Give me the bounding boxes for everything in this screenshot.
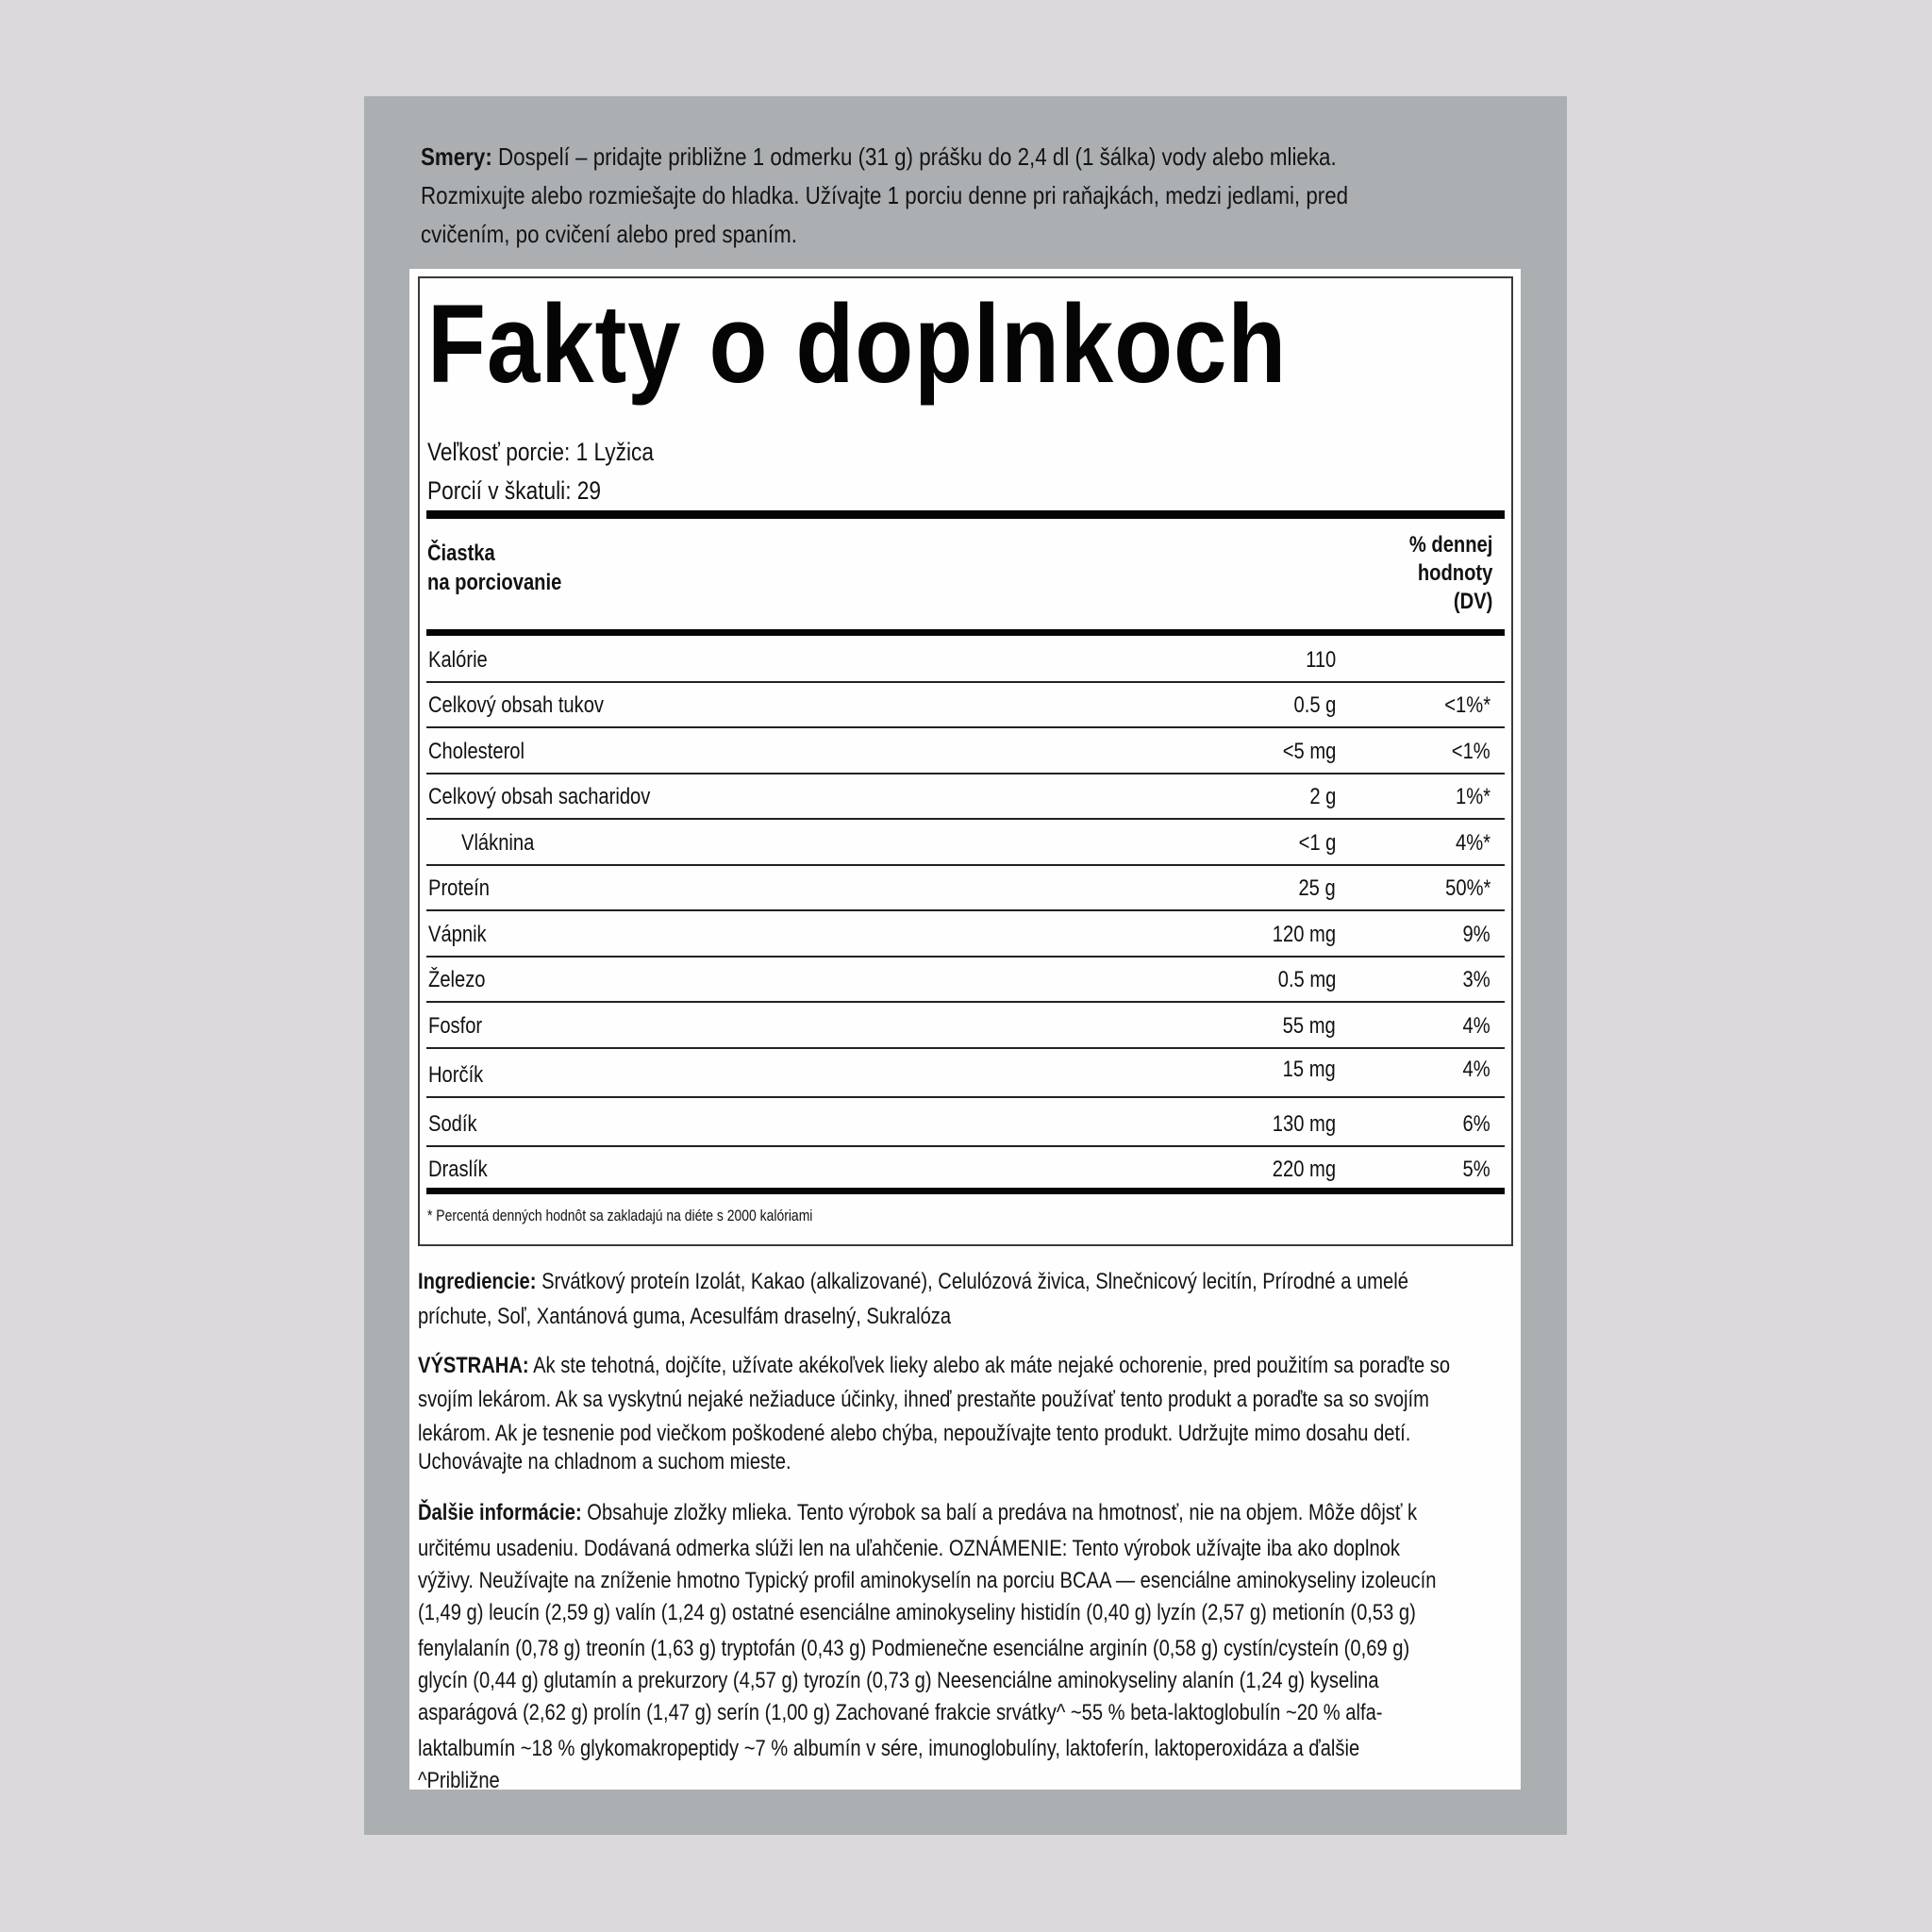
table-row-dietary-fiber: Vláknina <1 g 4%* (426, 820, 1505, 866)
serving-size: Veľkosť porcie: 1 Lyžica (427, 438, 654, 466)
facts-title: Fakty o doplnkoch (427, 282, 1288, 407)
nutrient-table (426, 637, 1505, 1191)
table-row-potassium: Draslík 220 mg 5% (428, 1157, 1491, 1182)
table-row-phosphorus: Fosfor 55 mg 4% (426, 1003, 1505, 1049)
ingredients-label: Ingrediencie: (418, 1269, 537, 1294)
table-row-calories: Kalórie 110 (426, 637, 1505, 683)
warning-text: VÝSTRAHA: Ak ste tehotná, dojčíte, užívate akékoľvek lieky alebo ak máte nejaké ochorenie, pred použitím sa poraďte so svojím lekárom. Ak sa vyskytnú nejaké nežiaduce účinky, ihneď prestaňte používať tento produkt a poraďte sa so svojím lekárom. Ak je tesnenie pod viečkom poškodené alebo chýba, nepoužívajte tento produkt. Udržujte mimo dosahu detí. Uchovávajte na chladnom a suchom mieste. (418, 1353, 1451, 1474)
warning-label: VÝSTRAHA: (418, 1353, 529, 1378)
daily-value-footnote: * Percentá denných hodnôt sa zakladajú na diéte s 2000 kalóriami (427, 1207, 813, 1224)
table-row-cholesterol: Cholesterol <5 mg <1% (426, 728, 1505, 774)
directions-line-1: Smery: Dospelí – pridajte približne 1 odmerku (31 g) prášku do 2,4 dl (1 šálka) vody alebo mlieka. (421, 142, 1337, 171)
directions-line-3: cvičením, po cvičení alebo pred spaním. (421, 220, 797, 248)
table-row-total-fat: Celkový obsah tukov 0.5 g <1%* (426, 683, 1505, 729)
supplement-facts-box (418, 276, 1513, 1246)
table-row-total-carbohydrate: Celkový obsah sacharidov 2 g 1%* (426, 774, 1505, 821)
amount-per-serving-header: Čiastka na porciovanie (427, 541, 562, 595)
directions-line-2: Rozmixujte alebo rozmiešajte do hladka. Užívajte 1 porciu denne pri raňajkách, medzi jedlami, pred (421, 181, 1349, 209)
other-info-text: Ďalšie informácie: Obsahuje zložky mlieka. Tento výrobok sa balí a predáva na hmotnosť, nie na objem. Môže dôjsť k určitému usadeniu. Dodávaná odmerka slúži len na uľahčenie. OZNÁMENIE: Tento výrobok užívajte iba ako doplnok výživy. Neužívajte na zníženie hmotno Typický profil aminokyselín na porciu BCAA — esenciálne aminokyseliny izoleucín (1,49 g) leucín (2,59 g) valín (1,24 g) ostatné esenciálne aminokyseliny histidín (0,40 g) lyzín (2,57 g) metionín (0,53 g) fenylalanín (0,78 g) treonín (1,63 g) tryptofán (0,43 g) Podmienečne esenciálne arginín (0,58 g) cystín/cysteín (0,69 g) glycín (0,44 g) glutamín a prekurzory (4,57 g) tyrozín (0,73 g) Neesenciálne aminokyseliny alanín (1,24 g) kyselina asparágová (2,62 g) prolín (1,47 g) serín (1,00 g) Zachované frakcie srvátky^ ~55 % beta-laktoglobulín ~20 % alfa- laktalbumín ~18 % glykomakropeptidy ~7 % albumín v sére, imunoglobulíny, laktoferín, laktoperoxidáza a ďalšie ^Približne (418, 1500, 1437, 1793)
daily-value-header: % dennej hodnoty (DV) (1408, 532, 1492, 614)
thick-divider-header (426, 629, 1505, 636)
servings-per-container: Porcií v škatuli: 29 (427, 476, 602, 505)
directions-text (421, 138, 1496, 254)
directions-label: Smery: (421, 142, 492, 171)
table-row-magnesium: Horčík 15 mg 4% (426, 1049, 1505, 1098)
ingredients-text: Ingrediencie: Srvátkový proteín Izolát, Kakao (alkalizované), Celulózová živica, Slnečnicový lecitín, Prírodné a umelé príchute, Soľ, Xantánová guma, Acesulfám draselný, Sukralóza (418, 1269, 1408, 1329)
table-row-protein: Proteín 25 g 50%* (426, 866, 1505, 912)
thick-divider-bottom (426, 1188, 1505, 1194)
table-row-iron: Železo 0.5 mg 3% (426, 958, 1505, 1004)
other-info-label: Ďalšie informácie: (418, 1500, 582, 1525)
table-row-sodium: Sodík 130 mg 6% (426, 1098, 1505, 1147)
thick-divider-top (426, 510, 1505, 519)
table-row-calcium: Vápnik 120 mg 9% (426, 911, 1505, 958)
